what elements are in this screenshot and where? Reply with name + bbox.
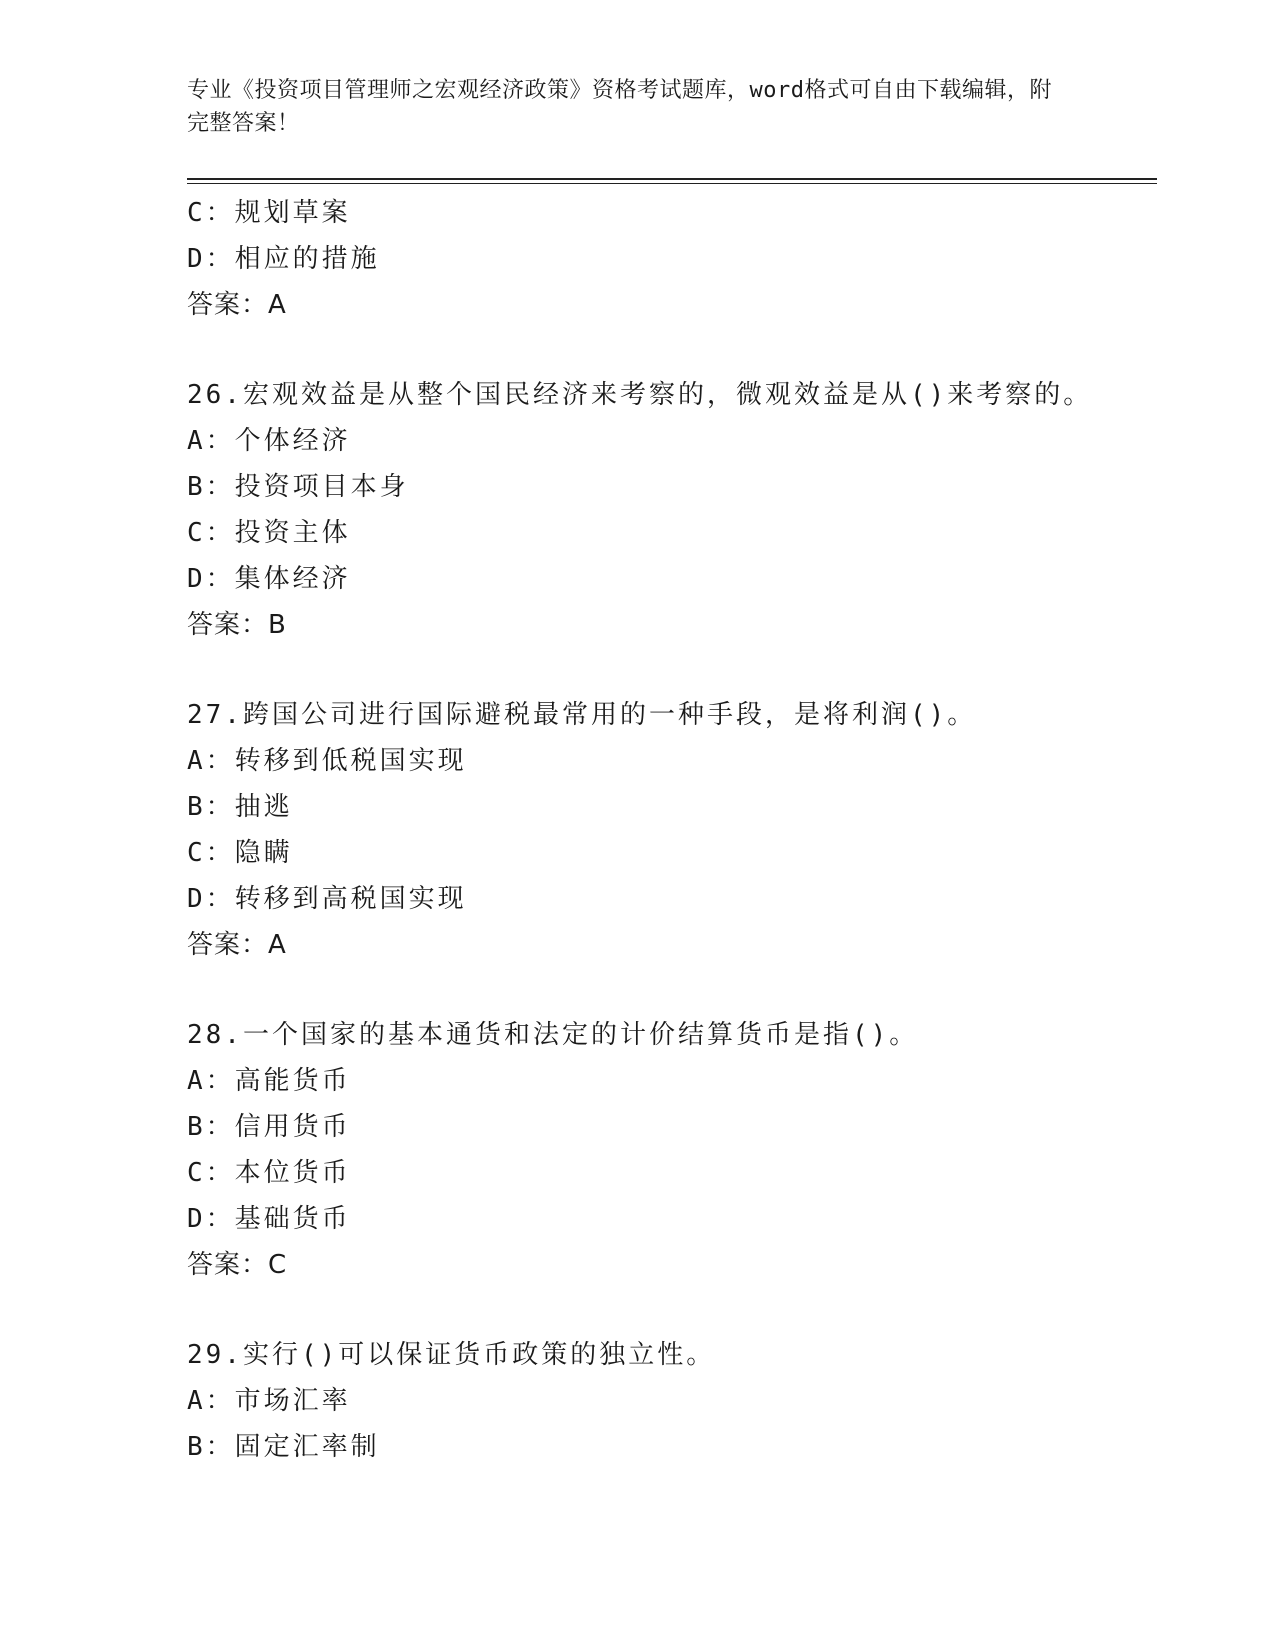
option-b: B：抽逃 bbox=[187, 792, 293, 822]
answer-line: 答案：A bbox=[187, 290, 287, 320]
option-b: B：信用货币 bbox=[187, 1112, 351, 1142]
answer-line: 答案：C bbox=[187, 1250, 288, 1280]
header-rule-thin bbox=[187, 183, 1157, 184]
question-stem: 27.跨国公司进行国际避税最常用的一种手段，是将利润()。 bbox=[187, 700, 977, 730]
option-b: B：固定汇率制 bbox=[187, 1432, 380, 1462]
question-stem: 28.一个国家的基本通货和法定的计价结算货币是指()。 bbox=[187, 1020, 919, 1050]
question-stem: 26.宏观效益是从整个国民经济来考察的，微观效益是从()来考察的。 bbox=[187, 380, 1093, 410]
question-list bbox=[187, 190, 1157, 1470]
question-stem: 29.实行()可以保证货币政策的独立性。 bbox=[187, 1340, 716, 1370]
option-d: D：相应的措施 bbox=[187, 244, 380, 274]
header-rule-thick bbox=[187, 178, 1157, 180]
option-d: D：转移到高税国实现 bbox=[187, 884, 467, 914]
option-a: A：市场汇率 bbox=[187, 1386, 351, 1416]
answer-line: 答案：B bbox=[187, 610, 287, 640]
option-a: A：转移到低税国实现 bbox=[187, 746, 467, 776]
option-c: C：本位货币 bbox=[187, 1158, 351, 1188]
option-d: D：集体经济 bbox=[187, 564, 351, 594]
option-b: B：投资项目本身 bbox=[187, 472, 409, 502]
answer-line: 答案：A bbox=[187, 930, 287, 960]
option-d: D：基础货币 bbox=[187, 1204, 351, 1234]
document-header: 专业《投资项目管理师之宏观经济政策》资格考试题库，word格式可自由下载编辑，附完整答案！ bbox=[187, 78, 1052, 136]
option-c: C：隐瞒 bbox=[187, 838, 293, 868]
option-c: C：规划草案 bbox=[187, 198, 351, 228]
option-c: C：投资主体 bbox=[187, 518, 351, 548]
option-a: A：高能货币 bbox=[187, 1066, 351, 1096]
option-a: A：个体经济 bbox=[187, 426, 351, 456]
